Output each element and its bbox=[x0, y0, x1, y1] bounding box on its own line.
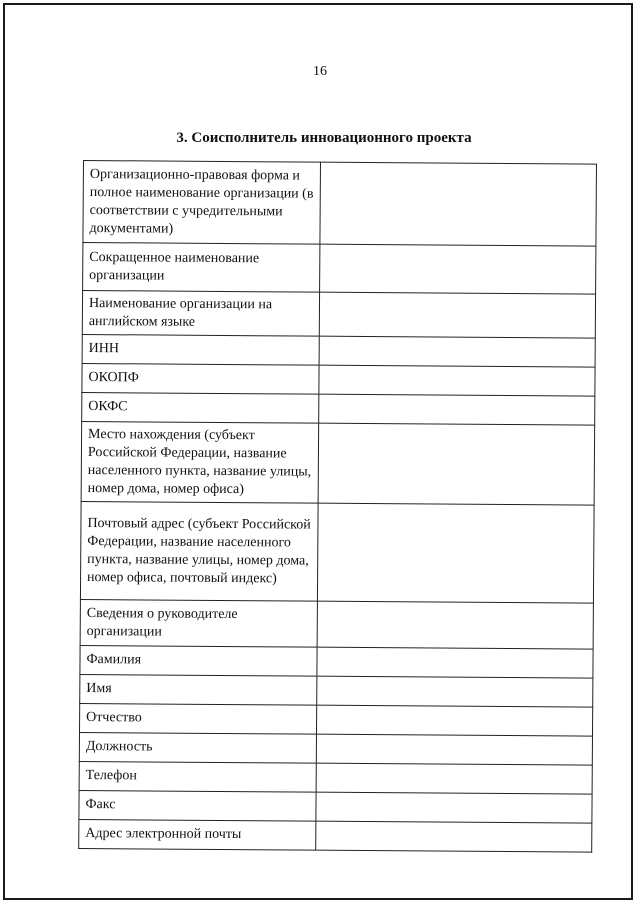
row-label-short-name: Сокращенное наименование организации bbox=[83, 243, 320, 293]
row-label-first-name: Имя bbox=[80, 674, 317, 705]
page-number: 16 bbox=[313, 64, 327, 79]
table-row bbox=[83, 161, 597, 247]
row-value-okfs[interactable] bbox=[319, 394, 595, 425]
co-executor-table bbox=[78, 160, 597, 853]
row-label-english-name: Наименование организации на английском языке bbox=[82, 291, 319, 337]
table-row bbox=[82, 363, 595, 396]
row-value-short-name[interactable] bbox=[320, 244, 596, 294]
row-label-head-info: Сведения о руководителе организации bbox=[80, 599, 317, 647]
row-value-patronymic[interactable] bbox=[317, 705, 593, 736]
row-label-fax: Факс bbox=[79, 790, 316, 821]
table-row bbox=[82, 334, 595, 367]
table-row bbox=[80, 703, 593, 736]
row-label-patronymic: Отчество bbox=[80, 703, 317, 734]
table-row bbox=[80, 674, 593, 707]
row-value-legal-name[interactable] bbox=[320, 162, 597, 246]
row-value-head-info[interactable] bbox=[317, 601, 593, 649]
table-row bbox=[80, 501, 594, 603]
row-label-phone: Телефон bbox=[79, 761, 316, 792]
row-value-location[interactable] bbox=[318, 423, 595, 505]
row-label-location: Место нахождения (субъект Российской Федерации, название населенного пункта, название улицы, номер дома, номер офиса) bbox=[81, 421, 319, 503]
row-value-inn[interactable] bbox=[319, 336, 595, 367]
table-row bbox=[83, 243, 596, 295]
row-label-postal-address: Почтовый адрес (субъект Российской Федерации, название населенного пункта, название улицы, номер дома, номер офиса, почтовый индекс) bbox=[80, 501, 318, 601]
row-label-inn: ИНН bbox=[82, 334, 319, 365]
row-label-okopf: ОКОПФ bbox=[82, 363, 319, 394]
row-value-email[interactable] bbox=[316, 821, 592, 852]
row-label-okfs: ОКФС bbox=[82, 392, 319, 423]
row-value-english-name[interactable] bbox=[319, 292, 595, 338]
table-row bbox=[82, 392, 595, 425]
table-row bbox=[80, 645, 593, 678]
table-row bbox=[81, 421, 595, 505]
row-value-fax[interactable] bbox=[316, 792, 592, 823]
section-title: 3. Соисполнитель инновационного проекта bbox=[176, 130, 472, 146]
table-row bbox=[82, 291, 595, 339]
row-label-surname: Фамилия bbox=[80, 645, 317, 676]
row-value-postal-address[interactable] bbox=[317, 503, 594, 603]
row-value-okopf[interactable] bbox=[319, 365, 595, 396]
table-row bbox=[79, 790, 592, 823]
table-row bbox=[79, 732, 592, 765]
row-value-first-name[interactable] bbox=[317, 676, 593, 707]
table-row bbox=[79, 819, 592, 852]
row-label-legal-name: Организационно-правовая форма и полное наименование организации (в соответствии с учредительными документами) bbox=[83, 161, 321, 245]
row-value-position[interactable] bbox=[316, 734, 592, 765]
table-row bbox=[79, 761, 592, 794]
row-label-email: Адрес электронной почты bbox=[79, 819, 316, 850]
row-value-surname[interactable] bbox=[317, 647, 593, 678]
table-row bbox=[80, 599, 593, 649]
row-value-phone[interactable] bbox=[316, 763, 592, 794]
row-label-position: Должность bbox=[79, 732, 316, 763]
